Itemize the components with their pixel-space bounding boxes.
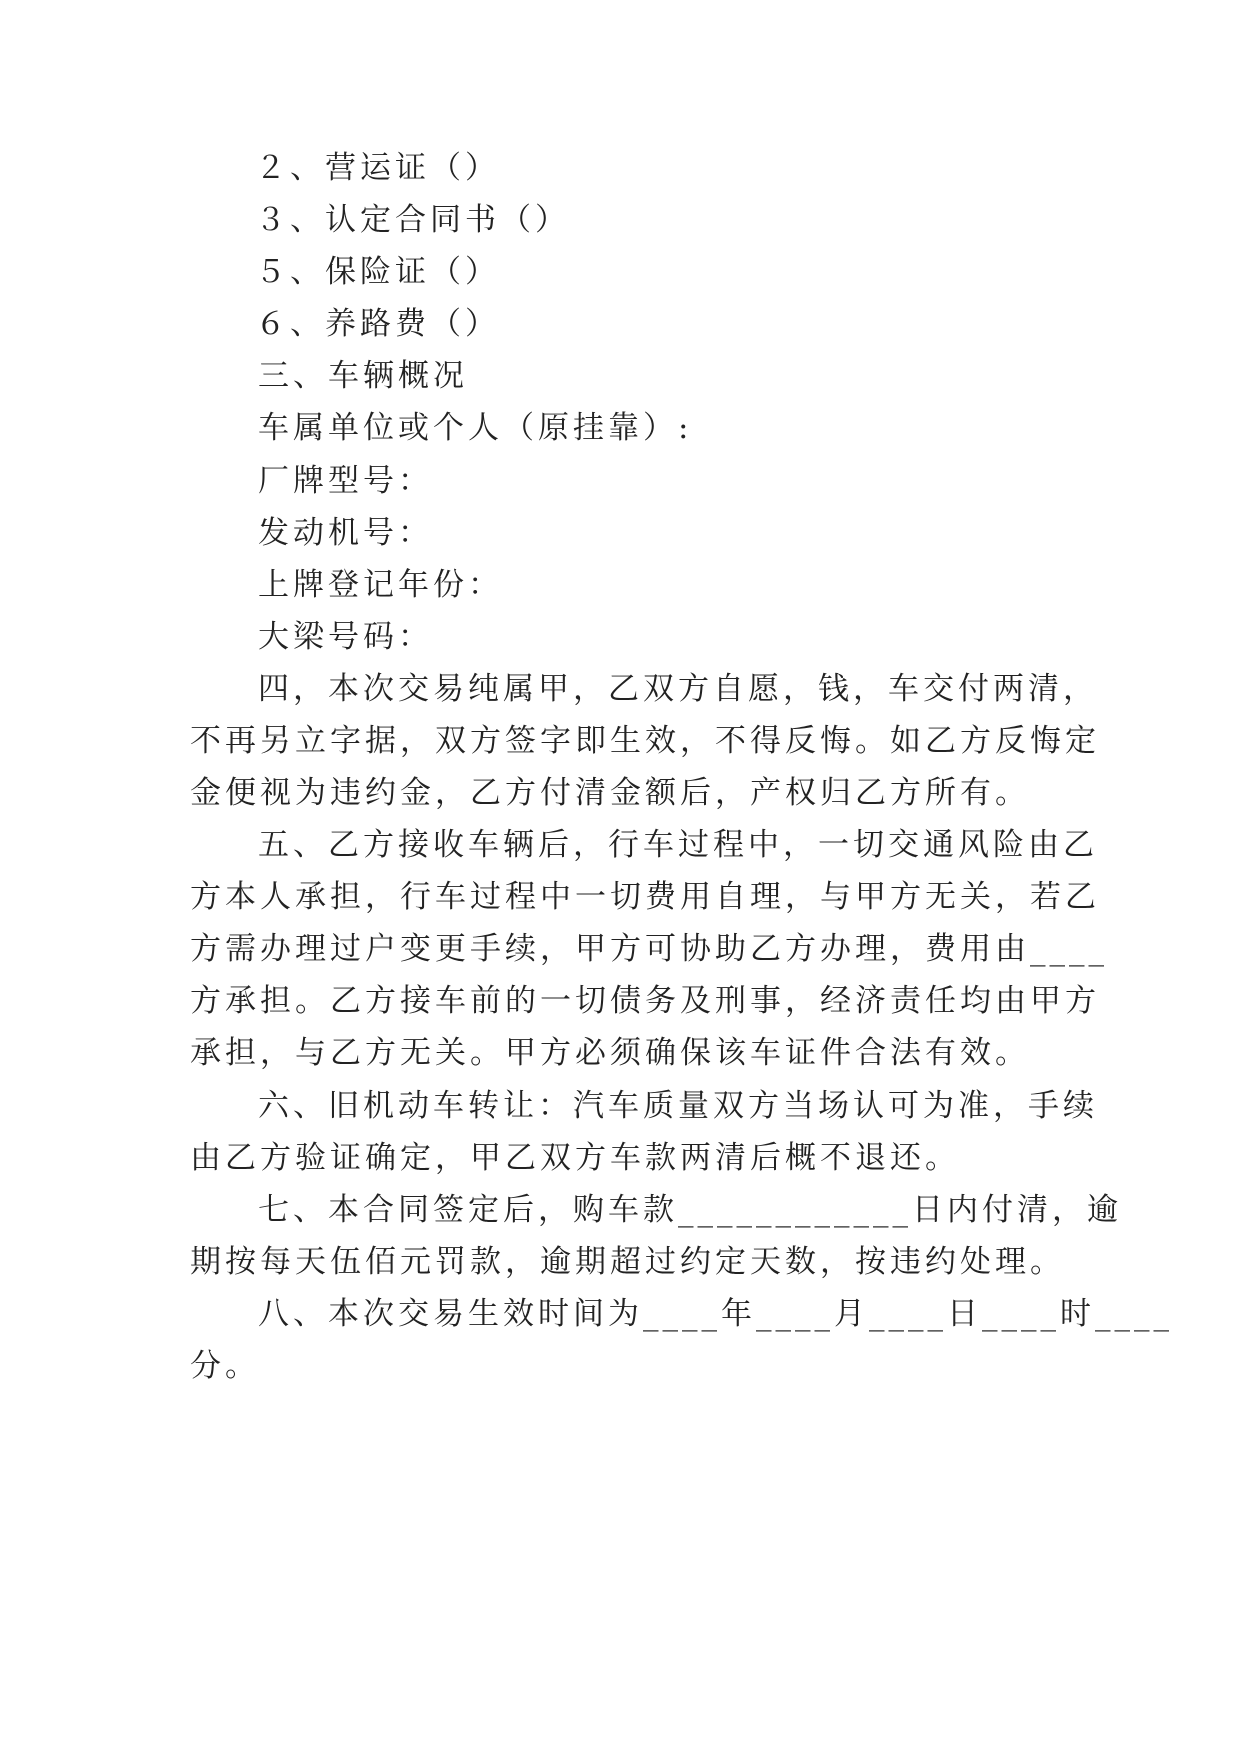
list-item-road-fee: ６、养路费（） <box>255 306 500 342</box>
list-item-insurance: ５、保险证（） <box>255 254 500 290</box>
para5-line-3: 方需办理过户变更手续，甲方可协助乙方办理，费用由____ <box>190 931 1108 967</box>
para5-line-4: 方承担。乙方接车前的一切债务及刑事，经济责任均由甲方 <box>190 983 1100 1019</box>
list-item-operating-license: ２、营运证（） <box>255 150 500 186</box>
field-registration-year: 上牌登记年份： <box>258 567 503 603</box>
para4-line-1: 四，本次交易纯属甲，乙双方自愿，钱，车交付两清， <box>258 671 1098 707</box>
field-engine-number: 发动机号： <box>258 515 433 551</box>
para8-line-1: 八、本次交易生效时间为____年____月____日____时____ <box>258 1296 1173 1332</box>
section-title-vehicle-overview: 三、车辆概况 <box>258 358 468 394</box>
para6-line-1: 六、旧机动车转让：汽车质量双方当场认可为准，手续 <box>258 1088 1098 1124</box>
list-item-contract: ３、认定合同书（） <box>255 202 570 238</box>
para5-line-5: 承担，与乙方无关。甲方必须确保该车证件合法有效。 <box>190 1035 1030 1071</box>
field-vehicle-owner: 车属单位或个人（原挂靠）: <box>258 410 693 446</box>
para6-line-2: 由乙方验证确定，甲乙双方车款两清后概不退还。 <box>190 1140 960 1176</box>
field-brand-model: 厂牌型号： <box>258 463 433 499</box>
para4-line-3: 金便视为违约金，乙方付清金额后，产权归乙方所有。 <box>190 775 1030 811</box>
para8-line-2: 分。 <box>190 1348 260 1384</box>
para7-line-1: 七、本合同签定后，购车款____________日内付清，逾 <box>258 1192 1122 1228</box>
para5-line-2: 方本人承担，行车过程中一切费用自理，与甲方无关，若乙 <box>190 879 1100 915</box>
para7-line-2: 期按每天伍佰元罚款，逾期超过约定天数，按违约处理。 <box>190 1244 1065 1280</box>
para4-line-2: 不再另立字据，双方签字即生效，不得反悔。如乙方反悔定 <box>190 723 1100 759</box>
field-frame-number: 大梁号码： <box>258 619 433 655</box>
para5-line-1: 五、乙方接收车辆后，行车过程中，一切交通风险由乙 <box>258 827 1098 863</box>
